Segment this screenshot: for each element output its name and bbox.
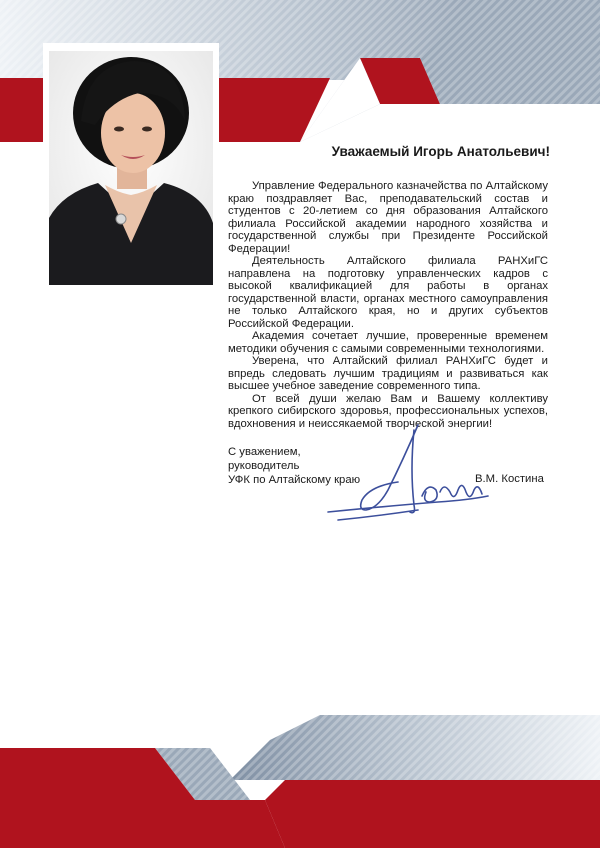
closing-line: руководитель	[228, 460, 300, 472]
letter-paragraph: От всей души желаю Вам и Вашему коллективу крепкого сибирского здоровья, профессиональных успехов, вдохновения и неиссякаемой творческой энергии!	[228, 392, 548, 430]
letter-paragraph: Управление Федерального казначейства по Алтайскому краю поздравляет Вас, преподавательский состав и студентов с 20-летием со дня образования Алтайского филиала Российской академии народного хозяйства и государственной службы при Президенте Российской Федерации!	[228, 180, 548, 255]
bottom-decoration	[0, 700, 600, 848]
closing-line: С уважением,	[228, 446, 301, 458]
portrait-photo	[43, 43, 219, 285]
letter-paragraph: Деятельность Алтайского филиала РАНХиГС направлена на подготовку управленческих кадров с высокой квалификацией для работы в органах государственной власти, органах местного самоуправления не только Алтайского края, но и других субъектов Российской Федерации.	[228, 255, 548, 330]
letter-paragraph: Уверена, что Алтайский филиал РАНХиГС будет и впредь следовать лучшим традициям и развиваться как высшее учебное заведение современного типа.	[228, 355, 548, 392]
closing-line: УФК по Алтайскому краю	[228, 474, 361, 486]
letter-paragraph: Академия сочетает лучшие, проверенные временем методики обучения с самыми современными технологиями.	[228, 330, 548, 355]
letter-body	[228, 180, 548, 430]
handwritten-signature-icon	[318, 420, 508, 525]
letter-greeting: Уважаемый Игорь Анатольевич!	[331, 144, 550, 159]
signer-name: В.М. Костина	[475, 473, 544, 485]
